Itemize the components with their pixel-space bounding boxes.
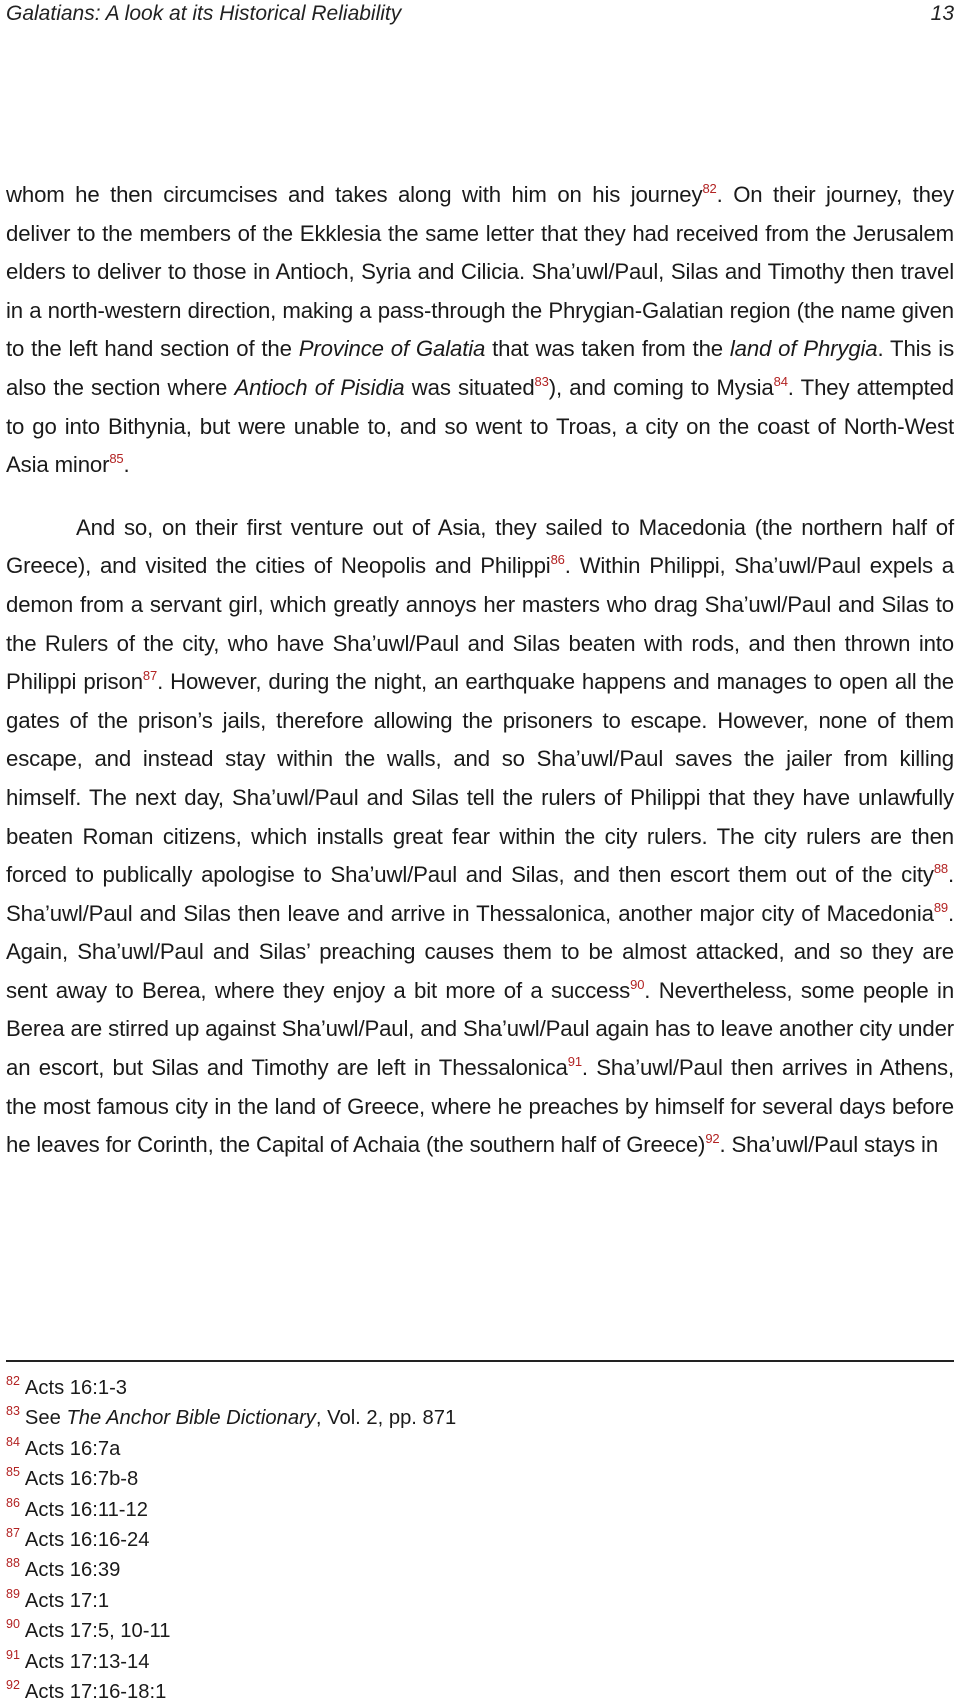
footnote-91 bbox=[6, 1647, 954, 1677]
footnote-text: Acts 16:1-3 bbox=[24, 1377, 128, 1399]
footnote-ref-82[interactable]: 82 bbox=[702, 181, 717, 196]
footnote-text: Acts 17:13-14 bbox=[24, 1650, 150, 1673]
footnote-number: 84 bbox=[6, 1434, 20, 1449]
paragraph-2: And so, on their first venture out of Asia, they sailed to Macedonia (the northern half of Greece), and visited the cities of Neopolis and Philippi$^{86}$. Within Philippi, Sha’uwl/Paul expels a demon from a servant girl, which greatly annoys her masters who drag Sha’uwl/Paul and Silas to the Rulers of the city, who have Sha’uwl/Paul and Silas beaten with rods, and then thrown into Philippi prison$^{87}$. However, during the night, an earthquake happens and manages to open all the gates of the prison’s jails, therefore allowing the prisoners to escape. However, none of them escape, and instead stay within the walls, and so Sha’uwl/Paul saves the jailer from killing himself. The next day, Sha’uwl/Paul and Silas tell the rulers of Philippi that they have unlawfully beaten Roman citizens, which installs great fear within the city rulers. The city rulers are then forced to publically apologise to Sha’uwl/Paul and Silas, and then escort them out of the city$^{88}$. Sha’uwl/Paul and Silas then leave and arrive in Thessalonica, another major city of Macedonia$^{89}$. Again, Sha’uwl/Paul and Silas’ preaching causes them to be almost attacked, and so they are sent away to Berea, where they enjoy a bit more of a success$^{90}$. Nevertheless, some people in Berea are stirred up against Sha’uwl/Paul, and Sha’uwl/Paul again has to leave another city under an escort, but Silas and Timothy are left in Thessalonica$^{91}$. Sha’uwl/Paul then arrives in Athens, the most famous city in the land of Greece, where he preaches by himself for several days before he leaves for Corinth, the Capital of Achaia (the southern half of Greece)$^{92}$. Sha’uwl/Paul stays in bbox=[6, 514, 955, 1158]
footnote-number: 83 bbox=[6, 1404, 20, 1419]
footnote-text: Acts 17:16-18:1 bbox=[24, 1681, 167, 1704]
footnote-text: Acts 16:7b-8 bbox=[24, 1468, 139, 1491]
footnote-number: 92 bbox=[6, 1678, 20, 1693]
footnote-number: 86 bbox=[6, 1495, 20, 1510]
footnote-ref-85[interactable]: 85 bbox=[109, 451, 124, 467]
italic-term: Province of Galatia bbox=[298, 336, 486, 362]
footnote-89 bbox=[6, 1586, 954, 1616]
footnotes bbox=[6, 1373, 954, 1707]
footnote-number: 91 bbox=[6, 1647, 20, 1662]
italic-term: land of Phrygia bbox=[729, 336, 878, 362]
running-header bbox=[6, 0, 954, 28]
footnote-ref-84[interactable]: 84 bbox=[773, 373, 788, 389]
footnote-text: Acts 17:5, 10-11 bbox=[24, 1620, 171, 1643]
footnote-ref-83[interactable]: 83 bbox=[534, 373, 549, 389]
footnote-ref-87[interactable]: 87 bbox=[142, 668, 158, 684]
footnote-ref-91[interactable]: 91 bbox=[567, 1054, 582, 1070]
footnote-85 bbox=[6, 1464, 954, 1494]
footnote-text: Acts 16:16-24 bbox=[24, 1529, 150, 1552]
footnote-text: Acts 16:7a bbox=[24, 1437, 121, 1460]
footnote-ref-89[interactable]: 89 bbox=[933, 899, 948, 915]
footnote-number: 88 bbox=[6, 1556, 20, 1571]
footnote-ref-92[interactable]: 92 bbox=[705, 1131, 720, 1147]
footnote-90 bbox=[6, 1616, 954, 1646]
italic-term: Antioch of Pisidia bbox=[234, 374, 405, 400]
footnote-ref-90[interactable]: 90 bbox=[630, 976, 645, 992]
footnote-88 bbox=[6, 1555, 954, 1585]
footnote-82 bbox=[6, 1373, 954, 1403]
footnote-92 bbox=[6, 1677, 954, 1707]
footnote-number: 87 bbox=[6, 1526, 20, 1541]
footnote-ref-88[interactable]: 88 bbox=[933, 861, 948, 877]
footnote-number: 90 bbox=[6, 1617, 20, 1632]
footnote-text: Acts 16:11-12 bbox=[24, 1498, 148, 1521]
footnote-84 bbox=[6, 1434, 954, 1464]
footnote-text: Acts 17:1 bbox=[24, 1589, 110, 1612]
footnote-86 bbox=[6, 1495, 954, 1525]
footnote-ref-86[interactable]: 86 bbox=[550, 552, 565, 568]
book-title: The Anchor Bible Dictionary bbox=[66, 1407, 316, 1430]
footnote-87 bbox=[6, 1525, 954, 1555]
body-text bbox=[6, 176, 954, 1165]
footnote-number: 89 bbox=[6, 1586, 20, 1601]
paragraph-1: whom he then circumcises and takes along with him on his journey$^{82}$. On their journey, they deliver to the members of the Ekklesia the same letter that they had received from the Jerusalem elders to deliver to those in Antioch, Syria and Cilicia. Sha’uwl/Paul, Silas and Timothy then travel in a north-western direction, making a pass-through the Phrygian-Galatian region (the name given to the left hand section of the Province of Galatia that was taken from the land of Phrygia. This is also the section where Antioch of Pisidia was situated$^{83}$), and coming to Mysia$^{84}$. They attempted to go into Bithynia, but were unable to, and so went to Troas, a city on the coast of North-West Asia minor$^{85}$. bbox=[6, 181, 955, 478]
document-title: Galatians: A look at its Historical Reliability bbox=[6, 2, 402, 25]
footnote-number: 82 bbox=[6, 1374, 20, 1388]
page-number: 13 bbox=[930, 2, 954, 25]
footnote-text: Acts 16:39 bbox=[24, 1559, 121, 1582]
footnote-separator bbox=[6, 1360, 954, 1362]
footnote-number: 85 bbox=[6, 1465, 20, 1480]
footnote-83: $^{83}$ See The Anchor Bible Dictionary, Vol. 2, pp. 871 bbox=[6, 1404, 457, 1430]
